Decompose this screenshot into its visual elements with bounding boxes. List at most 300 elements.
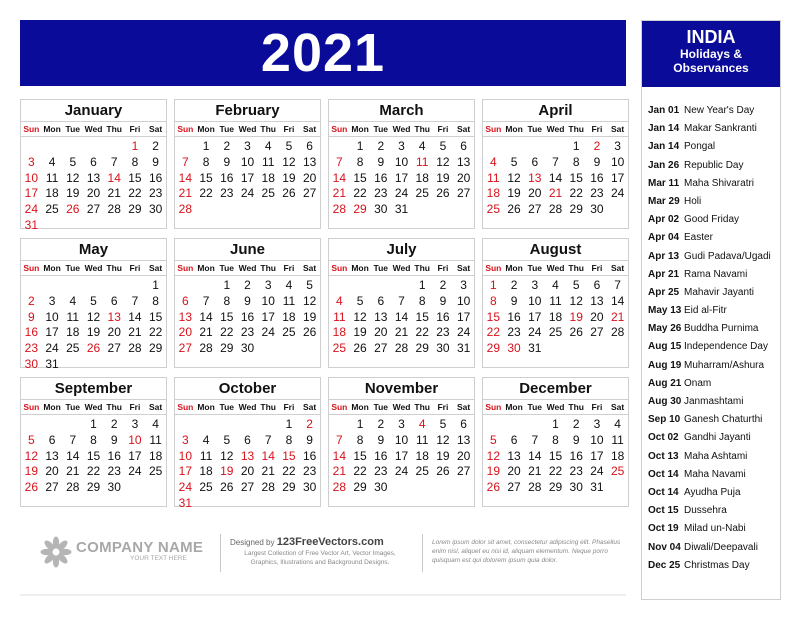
day-cell: 13 [45,448,59,463]
day-cell: 8 [152,293,159,308]
holiday-item [648,539,778,557]
weekday-header [329,261,474,276]
day-cell: 23 [374,186,388,201]
day-cell: 19 [436,170,450,185]
empty-cell [125,278,146,294]
day-cell: 18 [66,325,80,340]
day-cell: 1 [90,417,97,431]
day-cell: 10 [456,293,471,308]
month-november [328,377,475,507]
day-cell: 18 [415,170,429,185]
day-cell: 26 [24,480,39,495]
day-cell: 28 [261,480,275,495]
holiday-date: Apr 04 [648,232,680,244]
day-cell: 14 [548,170,563,185]
day-cell: 29 [86,480,101,495]
day-cell: 7 [182,154,189,169]
day-cell: 8 [356,432,364,447]
holiday-item [648,557,778,575]
weekday-label: Sat [149,402,163,412]
day-cell: 9 [28,309,35,324]
holiday-name: Rama Navami [684,268,748,280]
day-cell: 7 [336,432,343,447]
holiday-item [648,302,778,320]
holiday-name: Independence Day [684,341,768,353]
day-cell: 12 [569,293,583,308]
day-cell: 21 [332,186,347,201]
day-cell: 2 [572,417,580,431]
weekday-header [21,122,166,137]
month-title: February [175,100,320,122]
holiday-item [648,357,778,375]
day-cell: 30 [374,202,388,217]
day-grid [175,137,320,218]
holiday-name: Ganesh Chaturthi [684,414,763,426]
holiday-item [648,175,778,193]
day-cell: 8 [202,154,210,169]
day-cell: 21 [528,464,542,479]
month-august [482,238,629,368]
holiday-date: Dec 25 [648,559,681,571]
day-cell: 27 [107,341,121,356]
weekday-header [21,261,166,276]
holiday-name: Maha Shivaratri [684,177,755,189]
weekday-label: Sat [303,124,317,134]
day-cell: 15 [128,170,142,185]
day-cell: 11 [149,432,162,447]
sidebar-title: INDIA [686,27,736,47]
day-cell: 21 [66,464,80,479]
day-cell: 2 [28,293,35,308]
empty-cell [329,417,350,433]
weekday-label: Fri [591,402,603,412]
weekday-label: Fri [437,124,449,134]
holiday-date: Oct 14 [648,468,679,480]
day-cell: 8 [90,432,97,447]
day-cell: 3 [244,139,251,153]
day-cell: 27 [240,480,255,495]
weekday-label: Sat [149,263,163,273]
day-cell: 21 [261,464,275,479]
empty-cell [504,417,525,433]
day-cell: 17 [128,448,142,463]
empty-cell [62,139,83,155]
day-cell: 3 [398,139,405,153]
day-cell: 1 [152,278,159,292]
day-cell: 16 [590,170,604,185]
empty-cell [83,139,104,155]
day-cell: 6 [90,154,97,169]
holiday-date: Oct 19 [648,523,679,535]
weekday-label: Tue [527,263,543,273]
day-cell: 26 [282,186,296,201]
holiday-name: Muharram/Ashura [684,359,765,371]
day-cell: 2 [223,139,231,153]
day-cell: 18 [332,325,347,340]
weekday-header [483,261,628,276]
day-cell: 10 [24,170,39,185]
holiday-item [648,393,778,411]
day-cell: 15 [415,309,429,324]
day-cell: 23 [302,464,317,479]
holiday-date: Apr 02 [648,214,680,226]
day-cell: 28 [394,341,409,356]
day-cell: 24 [528,325,542,340]
day-cell: 20 [178,325,193,340]
holiday-name: Mahavir Jayanti [684,286,755,298]
day-cell: 3 [531,278,539,292]
weekday-label: Fri [437,402,449,412]
day-cell: 31 [24,217,39,232]
day-cell: 31 [394,202,409,217]
day-cell: 24 [178,480,193,495]
day-grid [329,276,474,357]
day-cell: 20 [86,186,101,201]
month-april [482,99,629,229]
empty-cell [524,417,545,433]
day-cell: 7 [110,154,118,169]
holiday-name: Diwali/Deepavali [684,541,758,553]
day-cell: 11 [261,154,275,169]
day-cell: 27 [590,325,604,340]
weekday-header [175,122,320,137]
day-cell: 9 [377,154,385,169]
day-cell: 4 [69,293,77,308]
holiday-name: New Year's Day [684,105,755,116]
day-cell: 23 [148,186,163,201]
day-cell: 10 [394,432,409,447]
day-cell: 22 [415,325,429,340]
day-cell: 18 [415,448,429,463]
holiday-sidebar [641,20,781,600]
weekday-label: Thu [414,124,430,134]
day-cell: 18 [486,186,501,201]
day-cell: 7 [69,432,77,447]
weekday-label: Thu [260,124,276,134]
day-cell: 26 [569,325,583,340]
day-cell: 3 [264,278,272,292]
day-cell: 21 [128,325,142,340]
day-cell: 19 [66,186,80,201]
company-name: COMPANY NAME [76,539,204,556]
holiday-item [648,429,778,447]
day-cell: 14 [332,448,347,463]
day-cell: 22 [220,325,234,340]
day-cell: 28 [610,325,625,340]
month-title: April [483,100,628,122]
day-cell: 12 [436,432,450,447]
holiday-name: Good Friday [684,214,740,226]
day-cell: 10 [261,293,275,308]
weekday-label: Fri [591,124,603,134]
holiday-date: Aug 21 [648,377,682,389]
weekday-label: Sun [23,124,40,134]
day-cell: 31 [528,341,542,356]
holiday-item [648,157,778,175]
day-cell: 21 [199,325,213,340]
empty-cell [104,139,125,155]
holiday-item [648,448,778,466]
weekday-label: Mon [505,124,523,134]
day-cell: 5 [572,278,580,292]
weekday-header [329,122,474,137]
empty-cell [21,139,42,155]
day-cell: 8 [552,432,559,447]
weekday-label: Fri [283,124,295,134]
day-cell: 28 [199,341,213,356]
holiday-item [648,266,778,284]
day-cell: 15 [220,309,234,324]
day-cell: 22 [353,186,367,201]
day-cell: 17 [528,309,542,324]
day-cell: 14 [528,448,542,463]
day-cell: 19 [302,309,317,324]
day-cell: 5 [223,432,231,447]
month-title: May [21,239,166,261]
day-cell: 4 [152,417,159,431]
day-cell: 17 [590,448,604,463]
day-cell: 25 [415,464,429,479]
holiday-item [648,284,778,302]
day-cell: 26 [507,202,521,217]
day-cell: 26 [436,186,450,201]
day-cell: 6 [460,417,467,431]
weekday-header [175,400,320,415]
day-cell: 8 [356,154,364,169]
day-cell: 29 [220,341,234,356]
day-cell: 10 [590,432,604,447]
empty-cell [175,278,196,294]
holiday-date: Oct 15 [648,505,679,517]
holiday-date: Apr 21 [648,268,680,280]
empty-cell [62,417,83,433]
day-cell: 27 [178,341,193,356]
holiday-item [648,484,778,502]
day-cell: 13 [374,309,388,324]
day-cell: 7 [264,432,272,447]
weekday-label: Sun [485,402,502,412]
weekday-label: Wed [84,263,103,273]
day-cell: 4 [264,139,272,153]
day-grid [483,276,628,357]
holiday-item [648,520,778,538]
day-cell: 30 [240,341,255,356]
day-cell: 3 [182,432,189,447]
holiday-item [648,466,778,484]
holiday-date: Apr 13 [648,250,680,262]
holiday-item [648,338,778,356]
day-cell: 27 [86,202,101,217]
site-link[interactable]: 123FreeVectors.com [276,536,384,548]
day-cell: 2 [110,417,118,431]
day-cell: 5 [28,432,35,447]
company-tagline: YOUR TEXT HERE [130,555,187,562]
day-cell: 26 [486,480,501,495]
day-cell: 3 [398,417,405,431]
holiday-item [648,320,778,338]
day-cell: 17 [394,448,409,463]
day-cell: 28 [548,202,563,217]
day-cell: 6 [377,293,385,308]
day-cell: 11 [487,170,500,185]
month-title: June [175,239,320,261]
day-cell: 14 [332,170,347,185]
day-cell: 26 [302,325,317,340]
weekday-label: Wed [84,124,103,134]
day-cell: 20 [528,186,542,201]
day-cell: 4 [418,139,426,153]
day-cell: 25 [548,325,563,340]
holiday-date: Sep 10 [648,414,681,426]
weekday-label: Sun [23,263,40,273]
day-cell: 19 [282,170,296,185]
empty-cell [329,139,350,155]
weekday-label: Fri [129,263,141,273]
weekday-label: Sat [457,402,471,412]
day-cell: 26 [66,202,80,217]
day-cell: 13 [86,170,101,185]
day-cell: 25 [610,464,625,479]
empty-cell [237,417,258,433]
weekday-label: Sat [149,124,163,134]
day-cell: 12 [507,170,521,185]
weekday-header [175,261,320,276]
year-title: 2021 [260,23,386,83]
day-grid [21,415,166,496]
month-title: August [483,239,628,261]
weekday-label: Sat [457,124,471,134]
empty-cell [524,139,545,155]
day-cell: 27 [302,186,317,201]
weekday-label: Fri [129,124,141,134]
day-cell: 16 [374,170,388,185]
weekday-label: Fri [283,263,295,273]
day-cell: 25 [282,325,296,340]
day-cell: 16 [24,325,39,340]
weekday-label: Mon [197,263,215,273]
day-cell: 24 [394,186,409,201]
holiday-name: Maha Ashtami [684,450,748,462]
day-cell: 19 [353,325,367,340]
day-cell: 4 [202,432,210,447]
day-cell: 18 [261,170,275,185]
weekday-label: Tue [373,402,389,412]
day-cell: 25 [45,202,59,217]
day-cell: 4 [614,417,621,431]
holiday-name: Gandhi Jayanti [684,432,751,444]
day-grid [21,276,166,373]
day-cell: 30 [569,480,583,495]
day-cell: 20 [374,325,388,340]
holiday-name: Milad un-Nabi [684,523,746,535]
holiday-date: Jan 14 [648,123,680,135]
holiday-date: Oct 14 [648,486,679,498]
holiday-item [648,229,778,247]
day-cell: 12 [486,448,501,463]
weekday-label: Sat [611,263,625,273]
day-cell: 12 [302,293,317,308]
empty-cell [42,417,63,433]
day-cell: 16 [507,309,521,324]
holiday-date: Mar 11 [648,177,680,189]
day-cell: 16 [569,448,583,463]
holiday-date: May 26 [648,323,682,335]
day-cell: 9 [110,432,118,447]
weekday-label: Thu [568,263,584,273]
weekday-label: Mon [351,263,369,273]
weekday-label: Sun [177,124,194,134]
year-banner [20,20,626,86]
day-grid [329,137,474,218]
day-cell: 13 [107,309,121,324]
day-cell: 22 [282,464,296,479]
day-cell: 27 [528,202,542,217]
day-cell: 9 [377,432,385,447]
day-cell: 19 [436,448,450,463]
day-cell: 5 [285,139,293,153]
weekday-label: Thu [414,263,430,273]
weekday-label: Tue [373,124,389,134]
day-cell: 30 [24,356,39,371]
day-cell: 18 [610,448,625,463]
day-cell: 17 [610,170,625,185]
weekday-label: Wed [546,124,565,134]
day-cell: 11 [282,293,296,308]
day-cell: 2 [152,139,159,153]
weekday-label: Tue [219,402,235,412]
sidebar-subtitle-1: Holidays & [679,47,742,61]
day-cell: 17 [394,170,409,185]
day-cell: 19 [86,325,101,340]
day-cell: 21 [332,464,347,479]
day-cell: 12 [66,170,80,185]
weekday-label: Wed [392,124,411,134]
holiday-item [648,138,778,156]
month-title: September [21,378,166,400]
day-cell: 25 [332,341,347,356]
day-cell: 28 [332,202,347,217]
day-cell: 16 [240,309,255,324]
month-july [328,238,475,368]
holiday-name: Republic Day [684,159,744,171]
holiday-name: Buddha Purnima [684,323,759,335]
day-cell: 29 [148,341,163,356]
day-cell: 1 [131,139,139,153]
sidebar-subtitle-2: Observances [673,61,749,75]
sidebar-header [642,21,780,87]
day-cell: 10 [178,448,193,463]
day-cell: 29 [128,202,142,217]
holiday-list [648,102,778,575]
day-cell: 6 [48,432,56,447]
day-cell: 9 [439,293,447,308]
day-cell: 27 [507,480,521,495]
day-cell: 10 [394,154,409,169]
day-cell: 3 [593,417,601,431]
weekday-label: Wed [546,263,565,273]
day-cell: 17 [24,186,39,201]
day-cell: 11 [45,170,59,185]
day-cell: 3 [131,417,139,431]
month-title: October [175,378,320,400]
day-cell: 21 [178,186,193,201]
day-cell: 5 [510,154,518,169]
day-cell: 19 [507,186,521,201]
empty-cell [258,417,279,433]
holiday-date: Nov 04 [648,541,681,553]
empty-cell [216,417,237,433]
holiday-item [648,102,778,120]
